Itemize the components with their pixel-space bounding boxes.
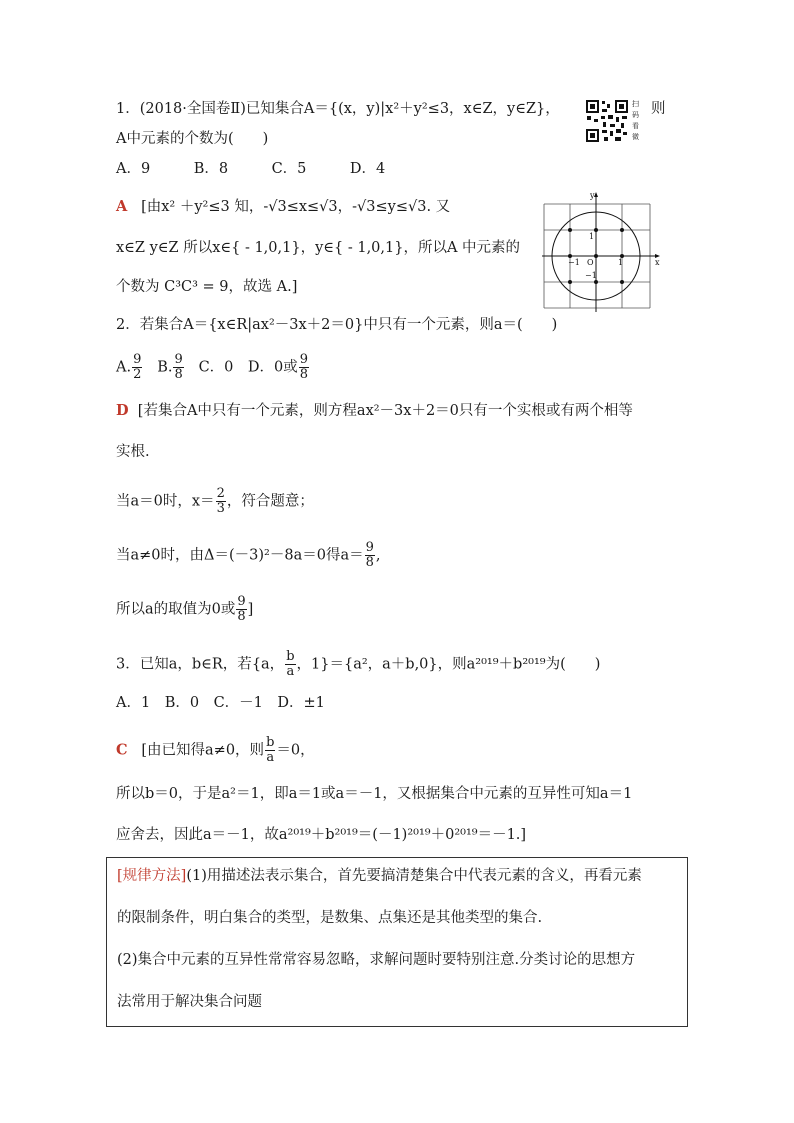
- q2-option-d-fraction: [299, 353, 309, 382]
- q3-options: A．1 B．0 C．－1 D．±1: [116, 695, 325, 711]
- q3-stem-text: 3．已知a，b∈R，若: [116, 656, 252, 673]
- method-line3: (2)集合中元素的互异性常常容易忽略，求解问题时要特别注意.分类讨论的思想方: [117, 952, 636, 968]
- q3-sol1-fraction: [265, 736, 275, 765]
- method-line2: 的限制条件，明白集合的类型，是数集、点集还是其他类型的集合.: [117, 910, 543, 926]
- q3-set-fraction: [285, 650, 295, 679]
- q3-sol1-tail: ＝0，: [276, 742, 315, 759]
- q2-sol3-text: 当a＝0时，x＝: [116, 493, 215, 510]
- q1-solution-line3: 个数为 C³C³ = 9，故选 A.]: [116, 279, 298, 295]
- frac-numerator: b: [286, 649, 295, 664]
- graph-y-label: y: [590, 191, 595, 200]
- graph-tick-one-top: 1: [589, 232, 595, 241]
- graph-tick-neg1-bottom: −1: [585, 271, 597, 280]
- frac-denominator: 8: [237, 609, 246, 624]
- q2-solution-line5: [116, 595, 253, 624]
- graph-origin-label: O: [587, 258, 594, 267]
- frac-denominator: 8: [365, 555, 374, 570]
- qr-caption: [632, 99, 642, 143]
- q2-sol5-fraction: [236, 595, 246, 624]
- q3-solution-line2: 所以b＝0，于是a²＝1，即a＝1或a＝－1，又根据集合中元素的互异性可知a＝1: [116, 786, 633, 802]
- q3-set-right: ，1}＝{a²，a＋b,0}，则a²⁰¹⁹＋b²⁰¹⁹为( ): [296, 656, 601, 673]
- frac-numerator: 9: [174, 352, 183, 367]
- q3-stem: [116, 650, 600, 679]
- q3-solution-line1: [116, 736, 315, 765]
- q2-sol3-fraction: [216, 487, 226, 516]
- q1-stem-line1: 1．(2018·全国卷Ⅱ)已知集合A＝{(x，y)|x²＋y²≤3，x∈Z，y∈Z}，: [116, 101, 560, 117]
- q3-answer: C: [116, 741, 128, 759]
- q2-sol5-text: 所以a的取值为0或: [116, 601, 236, 618]
- q2-option-a-fraction: [132, 353, 142, 382]
- q2-option-b-label: B.: [157, 359, 173, 376]
- q3-sol1-text: [由已知得a≠0，则: [141, 742, 265, 759]
- q1-answer: A: [116, 198, 128, 215]
- q2-solution-line2: 实根.: [116, 444, 150, 460]
- frac-numerator: 9: [365, 540, 374, 555]
- frac-denominator: a: [266, 750, 275, 765]
- q2-solution-line4: [116, 541, 380, 570]
- frac-numerator: 9: [237, 594, 246, 609]
- q1-stem-tail: 则: [651, 101, 666, 117]
- frac-denominator: 3: [216, 501, 225, 516]
- q2-solution-line3: [116, 487, 314, 516]
- q1-options: A．9 B．8 C．5 D．4: [116, 161, 386, 177]
- graph-x-label: x: [655, 258, 660, 267]
- q2-solution-text1: [若集合A中只有一个元素，则方程ax²－3x＋2＝0只有一个实根或有两个相等: [137, 403, 633, 419]
- qr-caption-char: 看: [632, 122, 639, 130]
- method-box: [106, 857, 688, 1027]
- q2-sol4-text: 当a≠0时，由Δ＝(－3)²－8a＝0得a＝: [116, 547, 364, 564]
- method-p1a: (1)用描述法表示集合，首先要搞清楚集合中代表元素的含义，再看元素: [186, 868, 642, 884]
- qr-caption-char: 码: [632, 111, 639, 119]
- q1-stem-line2: A中元素的个数为( ): [116, 131, 269, 147]
- frac-denominator: 8: [174, 367, 183, 382]
- q1-solution-text1: [由x² ＋y²≤3 知，-√3≤x≤√3，-√3≤y≤√3. 又: [141, 199, 451, 215]
- frac-numerator: 9: [133, 352, 142, 367]
- q2-option-cd-label: C．0 D．0或: [198, 359, 298, 376]
- frac-numerator: 2: [216, 486, 225, 501]
- q2-stem: 2．若集合A＝{x∈R|ax²－3x＋2＝0}中只有一个元素，则a＝( ): [116, 317, 558, 333]
- frac-denominator: 8: [299, 367, 309, 382]
- q2-sol5-tail: ]: [247, 601, 254, 618]
- method-line1: [117, 866, 642, 886]
- q1-solution-line1: [116, 197, 450, 217]
- qr-code-icon[interactable]: [585, 99, 629, 143]
- q2-options: [116, 353, 310, 382]
- frac-numerator: b: [266, 735, 275, 750]
- lattice-circle-graph: [542, 190, 662, 314]
- method-label: [规律方法]: [117, 868, 187, 884]
- frac-numerator: 9: [299, 352, 309, 367]
- q2-option-a-label: A.: [116, 359, 132, 376]
- qr-caption-char: 扫: [632, 100, 639, 108]
- graph-tick-one-right: 1: [618, 258, 624, 267]
- frac-denominator: 2: [133, 367, 142, 382]
- qr-caption-char: 微: [632, 133, 639, 141]
- q2-option-b-fraction: [173, 353, 183, 382]
- method-line4: 法常用于解决集合问题: [117, 994, 262, 1010]
- graph-tick-neg1-left: −1: [568, 258, 580, 267]
- q2-answer: D: [116, 402, 129, 419]
- q2-sol4-fraction: [365, 541, 375, 570]
- q1-solution-line2: x∈Z y∈Z 所以x∈{ - 1,0,1}，y∈{ - 1,0,1}，所以A 中元素的: [116, 240, 521, 256]
- q3-solution-line3: 应舍去，因此a＝－1，故a²⁰¹⁹＋b²⁰¹⁹＝(－1)²⁰¹⁹＋0²⁰¹⁹＝－1.]: [116, 827, 527, 843]
- q2-solution-line1: [116, 401, 633, 421]
- q2-sol4-tail: ,: [375, 547, 381, 564]
- frac-denominator: a: [286, 664, 295, 679]
- q2-sol3-tail: ，符合题意；: [226, 493, 314, 510]
- q3-set-left: {a，: [251, 656, 285, 673]
